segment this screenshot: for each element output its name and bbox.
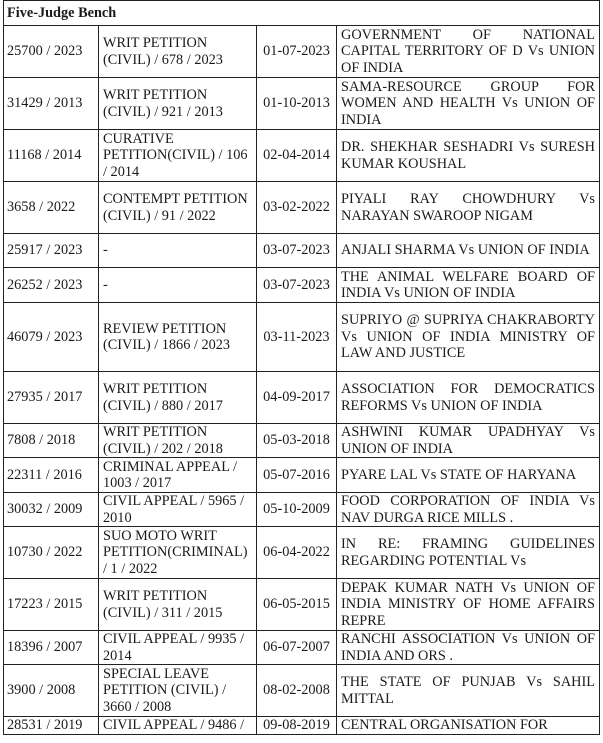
listing-date: 03-02-2022 [257, 182, 337, 234]
listing-date: 05-10-2009 [257, 493, 337, 527]
cause-title: GOVERNMENT OF NATIONAL CAPITAL TERRITORY OF D Vs UNION OF INDIA [337, 26, 600, 78]
diary-number: 17223 / 2015 [4, 579, 99, 631]
listing-date: 06-05-2015 [257, 579, 337, 631]
table-row [4, 372, 600, 424]
cause-title: SUPRIYO @ SUPRIYA CHAKRABORTY Vs UNION OF INDIA MINISTRY OF LAW AND JUSTICE [337, 303, 600, 372]
table-row [4, 26, 600, 78]
listing-date: 06-04-2022 [257, 527, 337, 579]
table-row [4, 717, 600, 735]
table-row [4, 493, 600, 527]
case-number: CIVIL APPEAL / 9935 / 2014 [99, 631, 257, 665]
case-number: - [99, 268, 257, 303]
listing-date: 01-07-2023 [257, 26, 337, 78]
diary-number: 31429 / 2013 [4, 78, 99, 130]
diary-number: 25917 / 2023 [4, 234, 99, 268]
diary-number: 18396 / 2007 [4, 631, 99, 665]
case-number: WRIT PETITION (CIVIL) / 921 / 2013 [99, 78, 257, 130]
listing-date: 04-09-2017 [257, 372, 337, 424]
listing-date: 05-03-2018 [257, 424, 337, 458]
case-number: WRIT PETITION (CIVIL) / 880 / 2017 [99, 372, 257, 424]
cause-title: ANJALI SHARMA Vs UNION OF INDIA [337, 234, 600, 268]
cause-title: ASSOCIATION FOR DEMOCRATICS REFORMS Vs UNION OF INDIA [337, 372, 600, 424]
cause-title: THE ANIMAL WELFARE BOARD OF INDIA Vs UNION OF INDIA [337, 268, 600, 303]
table-row [4, 631, 600, 665]
bench-title: Five-Judge Bench [4, 1, 600, 26]
listing-date: 03-07-2023 [257, 234, 337, 268]
table-row [4, 458, 600, 493]
cause-title: ASHWINI KUMAR UPADHYAY Vs UNION OF INDIA [337, 424, 600, 458]
cause-title: SAMA-RESOURCE GROUP FOR WOMEN AND HEALTH Vs UNION OF INDIA [337, 78, 600, 130]
table-row [4, 234, 600, 268]
table-row [4, 78, 600, 130]
cases-table [3, 0, 600, 735]
case-number: SPECIAL LEAVE PETITION (CIVIL) / 3660 / 2008 [99, 665, 257, 717]
case-number: WRIT PETITION (CIVIL) / 311 / 2015 [99, 579, 257, 631]
listing-date: 02-04-2014 [257, 130, 337, 182]
case-number: CONTEMPT PETITION (CIVIL) / 91 / 2022 [99, 182, 257, 234]
diary-number: 30032 / 2009 [4, 493, 99, 527]
listing-date: 06-07-2007 [257, 631, 337, 665]
cause-title: FOOD CORPORATION OF INDIA Vs NAV DURGA RICE MILLS . [337, 493, 600, 527]
case-number: CIVIL APPEAL / 5965 / 2010 [99, 493, 257, 527]
cause-title: DR. SHEKHAR SESHADRI Vs SURESH KUMAR KOUSHAL [337, 130, 600, 182]
cause-title: PIYALI RAY CHOWDHURY Vs NARAYAN SWAROOP NIGAM [337, 182, 600, 234]
diary-number: 46079 / 2023 [4, 303, 99, 372]
case-number: REVIEW PETITION (CIVIL) / 1866 / 2023 [99, 303, 257, 372]
diary-number: 3900 / 2008 [4, 665, 99, 717]
case-number: CURATIVE PETITION(CIVIL) / 106 / 2014 [99, 130, 257, 182]
cause-title: PYARE LAL Vs STATE OF HARYANA [337, 458, 600, 493]
diary-number: 25700 / 2023 [4, 26, 99, 78]
table-row [4, 424, 600, 458]
cause-title: THE STATE OF PUNJAB Vs SAHIL MITTAL [337, 665, 600, 717]
listing-date: 08-02-2008 [257, 665, 337, 717]
case-number: CIVIL APPEAL / 9486 / [99, 717, 257, 735]
table-row [4, 182, 600, 234]
cause-title: IN RE: FRAMING GUIDELINES REGARDING POTENTIAL Vs [337, 527, 600, 579]
table-row [4, 579, 600, 631]
table-row [4, 527, 600, 579]
listing-date: 03-11-2023 [257, 303, 337, 372]
table-row [4, 130, 600, 182]
diary-number: 26252 / 2023 [4, 268, 99, 303]
case-number: SUO MOTO WRIT PETITION(CRIMINAL) / 1 / 2022 [99, 527, 257, 579]
diary-number: 7808 / 2018 [4, 424, 99, 458]
diary-number: 3658 / 2022 [4, 182, 99, 234]
diary-number: 10730 / 2022 [4, 527, 99, 579]
listing-date: 05-07-2016 [257, 458, 337, 493]
listing-date: 09-08-2019 [257, 717, 337, 735]
table-row [4, 268, 600, 303]
listing-date: 01-10-2013 [257, 78, 337, 130]
cause-title: RANCHI ASSOCIATION Vs UNION OF INDIA AND ORS . [337, 631, 600, 665]
cause-title: CENTRAL ORGANISATION FOR [337, 717, 600, 735]
table-row [4, 303, 600, 372]
diary-number: 27935 / 2017 [4, 372, 99, 424]
diary-number: 28531 / 2019 [4, 717, 99, 735]
case-number: WRIT PETITION (CIVIL) / 678 / 2023 [99, 26, 257, 78]
bench-heading-row [4, 1, 600, 26]
case-number: WRIT PETITION (CIVIL) / 202 / 2018 [99, 424, 257, 458]
case-number: CRIMINAL APPEAL / 1003 / 2017 [99, 458, 257, 493]
case-number: - [99, 234, 257, 268]
cause-title: DEPAK KUMAR NATH Vs UNION OF INDIA MINISTRY OF HOME AFFAIRS REPRE [337, 579, 600, 631]
diary-number: 22311 / 2016 [4, 458, 99, 493]
diary-number: 11168 / 2014 [4, 130, 99, 182]
table-row [4, 665, 600, 717]
listing-date: 03-07-2023 [257, 268, 337, 303]
